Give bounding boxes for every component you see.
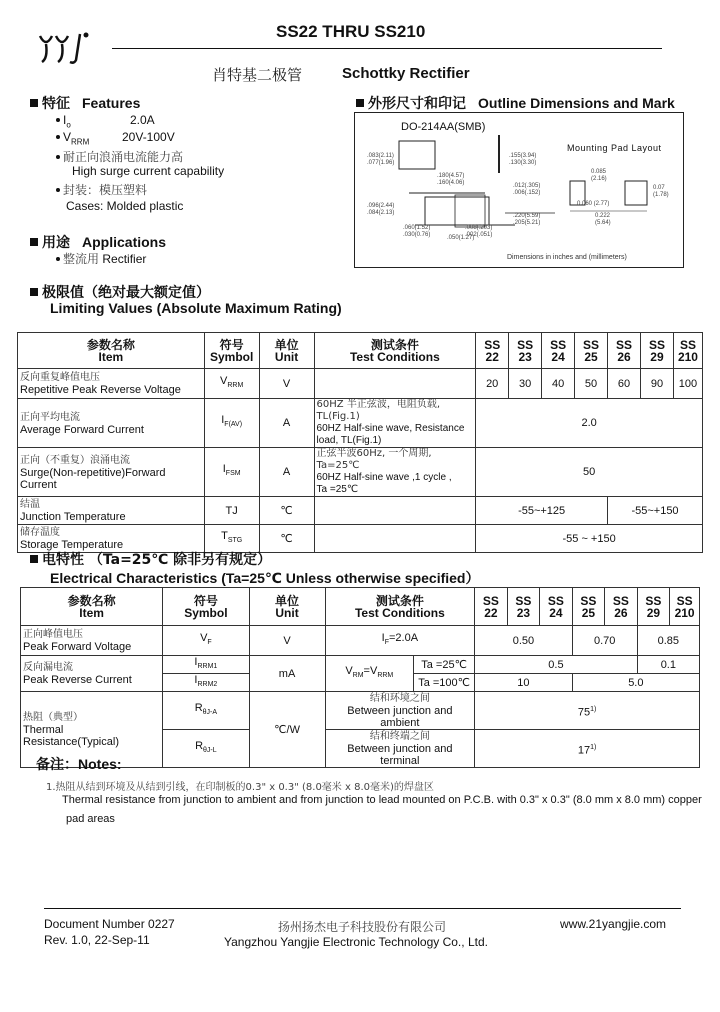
col-part: SS 210 bbox=[670, 588, 700, 626]
col-part: SS 22 bbox=[476, 333, 509, 369]
unit-cell: A bbox=[259, 399, 314, 448]
symbol-cell: $I_{FSM}$ bbox=[204, 448, 259, 497]
note-cn: 1.热阻从结到环境及从结到引线，在印制板的0.3" x 0.3" (8.0毫米 x 8.0毫米)的焊盘区 bbox=[46, 782, 434, 793]
condition-cell: 结和环境之间 Between junction and ambient bbox=[325, 692, 475, 730]
col-item: 参数名称 Item bbox=[18, 333, 205, 369]
col-unit: 单位 Unit bbox=[249, 588, 325, 626]
ta-cell: Ta =100℃ bbox=[414, 674, 475, 692]
website-link[interactable]: www.21yangjie.com bbox=[560, 917, 667, 931]
pad-dim-b: 0.060 (2.77) bbox=[577, 201, 610, 207]
value-cell: 60 bbox=[608, 369, 641, 399]
value-cell: 0.5 bbox=[475, 656, 638, 674]
table-row bbox=[21, 656, 700, 674]
col-unit: 单位 Unit bbox=[259, 333, 314, 369]
dim-e: .096(2.44) .084(2.13) bbox=[367, 203, 395, 216]
feature-case-en: Cases: Molded plastic bbox=[66, 199, 184, 213]
outline-drawing-box bbox=[354, 112, 684, 268]
param-name: 热阻（典型） Thermal Resistance(Typical) bbox=[21, 692, 163, 768]
value-cell: 0.85 bbox=[637, 626, 699, 656]
dim-f: .060(1.52) .030(0.76) bbox=[403, 225, 431, 238]
company-cn: 扬州扬杰电子科技股份有限公司 bbox=[278, 920, 447, 934]
value-cell: 50 bbox=[476, 448, 703, 497]
dims-note: Dimensions in inches and (millimeters) bbox=[507, 254, 627, 261]
limiting-heading-en: Limiting Values (Absolute Maximum Rating) bbox=[50, 300, 342, 316]
unit-cell: V bbox=[249, 626, 325, 656]
param-name: 反向重复峰值电压 Repetitive Peak Reverse Voltage bbox=[18, 369, 205, 399]
feature-surge-en: High surge current capability bbox=[72, 164, 225, 178]
unit-cell: V bbox=[259, 369, 314, 399]
dim-b: .155(3.94) .130(3.30) bbox=[509, 153, 537, 166]
symbol-cell: $I_{RRM1}$ bbox=[163, 656, 249, 674]
col-part: SS 22 bbox=[475, 588, 508, 626]
condition-cell: $V_{RM}=V_{RRM}$ bbox=[325, 656, 413, 692]
param-name: 反向漏电流 Peak Reverse Current bbox=[21, 656, 163, 692]
value-cell: 10 bbox=[475, 674, 573, 692]
note-en-line2: pad areas bbox=[66, 813, 115, 825]
param-name: 储存温度 Storage Temperature bbox=[18, 525, 205, 553]
symbol-cell: $V_F$ bbox=[163, 626, 249, 656]
dim-c: .180(4.57) .160(4.06) bbox=[437, 173, 465, 186]
col-part: SS 25 bbox=[575, 333, 608, 369]
symbol-cell: $V_{RRM}$ bbox=[204, 369, 259, 399]
table-row bbox=[18, 369, 703, 399]
symbol-cell: $R_{\theta J-A}$ bbox=[163, 692, 249, 730]
col-part: SS 29 bbox=[637, 588, 670, 626]
unit-cell: A bbox=[259, 448, 314, 497]
package-label: DO-214AA(SMB) bbox=[401, 121, 486, 133]
value-cell: -55 ~ +150 bbox=[476, 525, 703, 553]
value-cell: 90 bbox=[640, 369, 673, 399]
applications-heading: 用途 Applications bbox=[30, 232, 166, 252]
col-item: 参数名称 Item bbox=[21, 588, 163, 626]
unit-cell: ℃ bbox=[259, 525, 314, 553]
unit-cell: mA bbox=[249, 656, 325, 692]
col-part: SS 210 bbox=[673, 333, 702, 369]
dim-a: .083(2.11) .077(1.96) bbox=[367, 153, 395, 166]
unit-cell: ℃/W bbox=[249, 692, 325, 768]
pad-dim-a: 0.085 (2.16) bbox=[591, 169, 607, 182]
dim-h: .220(5.59) .205(5.21) bbox=[513, 213, 541, 226]
electrical-heading-en: Electrical Characteristics (Ta=25℃ Unless otherwise specified） bbox=[50, 570, 480, 586]
value-cell: 2.0 bbox=[476, 399, 703, 448]
note-en-line1: Thermal resistance from junction to ambient and from junction to lead mounted on P.C.B. with 0.3" x 0.3" (8.0 mm x 8.0 mm) copper bbox=[62, 794, 702, 806]
table-row bbox=[21, 692, 700, 730]
table-row bbox=[18, 399, 703, 448]
pad-dim-c: 0.222 (5.64) bbox=[595, 213, 611, 226]
col-conditions: 测试条件 Test Conditions bbox=[314, 333, 476, 369]
dim-i: .050(1.27) bbox=[447, 235, 475, 241]
value-cell: 5.0 bbox=[572, 674, 699, 692]
col-part: SS 25 bbox=[572, 588, 605, 626]
col-part: SS 29 bbox=[640, 333, 673, 369]
value-cell: 0.50 bbox=[475, 626, 573, 656]
dim-d: .012(.305) .006(.152) bbox=[513, 183, 541, 196]
condition-cell bbox=[314, 497, 476, 525]
footer-divider bbox=[44, 908, 681, 909]
revision: Rev. 1.0, 22-Sep-11 bbox=[44, 933, 150, 947]
param-name: 正向峰值电压 Peak Forward Voltage bbox=[21, 626, 163, 656]
param-name: 正向（不重复）浪涌电流 Surge(Non-repetitive)Forward Current bbox=[18, 448, 205, 497]
condition-cell: $I_F=2.0A$ bbox=[325, 626, 475, 656]
company-logo bbox=[36, 30, 98, 64]
ta-cell: Ta =25℃ bbox=[414, 656, 475, 674]
mounting-pad-label: Mounting Pad Layout bbox=[567, 143, 662, 153]
feature-io-value: 2.0A bbox=[130, 113, 155, 127]
limiting-heading-cn: 极限值（绝对最大额定值） bbox=[30, 282, 222, 302]
feature-vrrm: $V_{RRM}$ bbox=[56, 130, 89, 146]
feature-case-cn: 封装：模压塑料 bbox=[56, 181, 147, 198]
symbol-cell: $R_{\theta J-L}$ bbox=[163, 730, 249, 768]
table-row bbox=[18, 448, 703, 497]
company-en: Yangzhou Yangjie Electronic Technology Co., Ltd. bbox=[224, 935, 488, 949]
table-row bbox=[21, 626, 700, 656]
col-part: SS 26 bbox=[608, 333, 641, 369]
condition-cell bbox=[314, 525, 476, 553]
subtitle-cn: 肖特基二极管 bbox=[212, 66, 303, 84]
subtitle-en: Schottky Rectifier bbox=[342, 65, 470, 82]
electrical-header-row bbox=[21, 588, 700, 626]
electrical-table bbox=[20, 587, 700, 768]
value-cell: 100 bbox=[673, 369, 702, 399]
symbol-cell: $I_{RRM2}$ bbox=[163, 674, 249, 692]
unit-cell: ℃ bbox=[259, 497, 314, 525]
value-cell: 30 bbox=[509, 369, 542, 399]
col-symbol: 符号 Symbol bbox=[204, 333, 259, 369]
feature-surge-cn: 耐正向浪涌电流能力高 bbox=[56, 148, 183, 165]
pad-dim-d: 0.07 (1.78) bbox=[653, 185, 669, 198]
application-item: 整流用 Rectifier bbox=[56, 250, 146, 267]
document-title: SS22 THRU SS210 bbox=[276, 22, 426, 41]
value-cell: 0.70 bbox=[572, 626, 637, 656]
col-part: SS 26 bbox=[605, 588, 638, 626]
header-divider bbox=[112, 48, 662, 49]
value-cell: 0.1 bbox=[637, 656, 699, 674]
param-name: 正向平均电流 Average Forward Current bbox=[18, 399, 205, 448]
value-cell: 75$^{1)}$ bbox=[475, 692, 700, 730]
limiting-header-row bbox=[18, 333, 703, 369]
value-cell: 50 bbox=[575, 369, 608, 399]
condition-cell: 60HZ 半正弦波，电阻负载, TL(Fig.1) 60HZ Half-sine wave, Resistance load, TL(Fig.1) bbox=[314, 399, 476, 448]
value-cell: 17$^{1)}$ bbox=[475, 730, 700, 768]
doc-number: Document Number 0227 bbox=[44, 917, 175, 931]
feature-vrrm-value: 20V-100V bbox=[122, 130, 175, 144]
value-cell: 20 bbox=[476, 369, 509, 399]
condition-cell: 正弦半波60Hz, 一个周期, Ta=25℃ 60HZ Half-sine wave ,1 cycle , Ta =25℃ bbox=[314, 448, 476, 497]
condition-cell bbox=[314, 369, 476, 399]
value-cell: 40 bbox=[542, 369, 575, 399]
dim-g: .008(.203) .002(.051) bbox=[465, 225, 493, 238]
value-cell: -55~+125 bbox=[476, 497, 608, 525]
features-heading: 特征 Features bbox=[30, 93, 140, 113]
outline-heading: 外形尺寸和印记 Outline Dimensions and Mark bbox=[356, 93, 675, 113]
symbol-cell: TJ bbox=[204, 497, 259, 525]
notes-heading: 备注：Notes: bbox=[36, 756, 122, 773]
electrical-heading-cn: 电特性 （Ta=25℃ 除非另有规定） bbox=[30, 549, 283, 569]
param-name: 结温 Junction Temperature bbox=[18, 497, 205, 525]
col-part: SS 24 bbox=[542, 333, 575, 369]
col-part: SS 23 bbox=[507, 588, 540, 626]
symbol-cell: $T_{STG}$ bbox=[204, 525, 259, 553]
feature-io: $I_o$ bbox=[56, 113, 71, 129]
symbol-cell: $I_{F(AV)}$ bbox=[204, 399, 259, 448]
limiting-table bbox=[17, 332, 703, 553]
table-row bbox=[18, 497, 703, 525]
col-symbol: 符号 Symbol bbox=[163, 588, 249, 626]
col-conditions: 测试条件 Test Conditions bbox=[325, 588, 475, 626]
col-part: SS 23 bbox=[509, 333, 542, 369]
value-cell: -55~+150 bbox=[608, 497, 703, 525]
col-part: SS 24 bbox=[540, 588, 573, 626]
condition-cell: 结和终端之间 Between junction and terminal bbox=[325, 730, 475, 768]
